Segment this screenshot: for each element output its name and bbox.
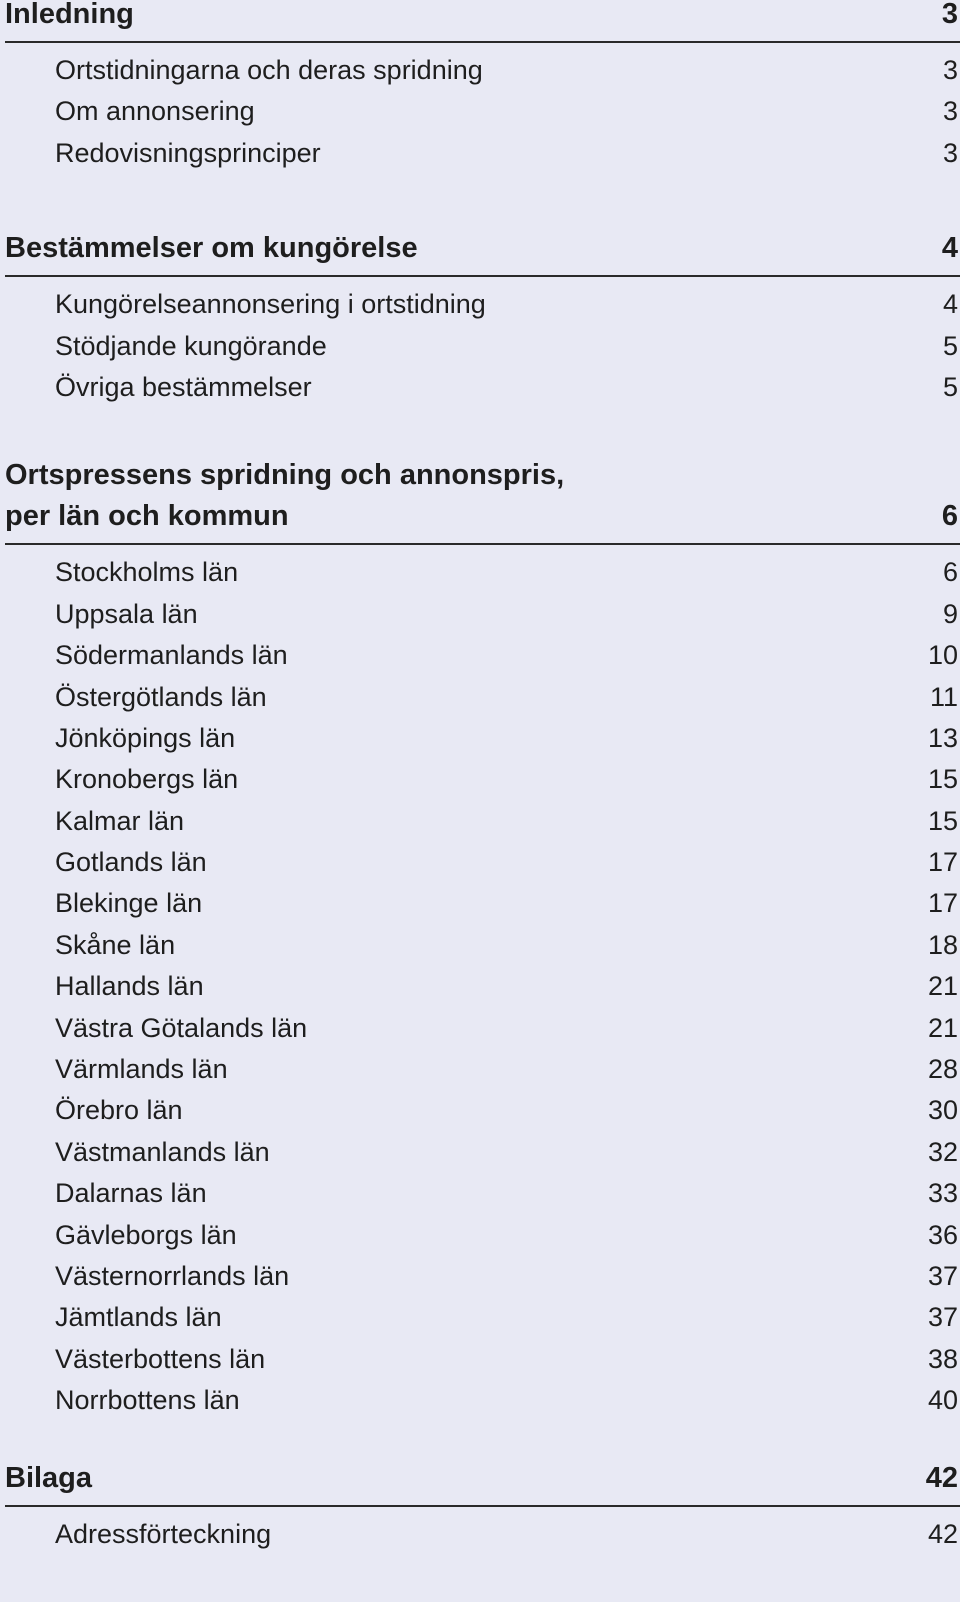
section-heading[interactable] (5, 1458, 960, 1499)
entry-label: Västra Götalands län (55, 1012, 308, 1043)
entry-label: Redovisningsprinciper (55, 137, 321, 168)
section-page-number: 6 (941, 500, 958, 533)
toc-entry[interactable] (5, 1173, 960, 1214)
entry-page-number: 3 (942, 96, 958, 127)
toc-entry[interactable] (5, 326, 960, 367)
entry-page-number: 28 (927, 1054, 958, 1085)
entry-page-number: 21 (927, 971, 958, 1002)
entry-label: Stödjande kungörande (55, 330, 327, 361)
entry-page-number: 10 (927, 640, 958, 671)
toc-entry[interactable] (5, 677, 960, 718)
entry-label: Örebro län (55, 1095, 183, 1126)
toc-entry[interactable] (5, 842, 960, 883)
toc-entry[interactable] (5, 1090, 960, 1131)
toc-entry[interactable] (5, 1297, 960, 1338)
toc-entry[interactable] (5, 883, 960, 924)
entry-page-number: 40 (927, 1385, 958, 1416)
entry-page-number: 33 (927, 1178, 958, 1209)
toc-entry[interactable] (5, 1008, 960, 1049)
entry-label: Västernorrlands län (55, 1260, 290, 1291)
entry-page-number: 37 (927, 1302, 958, 1333)
toc-entry[interactable] (5, 925, 960, 966)
entry-label: Värmlands län (55, 1054, 228, 1085)
entry-label: Övriga bestämmelser (55, 371, 312, 402)
toc-entry[interactable] (5, 133, 960, 174)
entry-page-number: 5 (942, 330, 958, 361)
entry-label: Skåne län (55, 929, 176, 960)
entry-label: Uppsala län (55, 598, 198, 629)
toc-entry[interactable] (5, 1514, 960, 1555)
toc-entry[interactable] (5, 552, 960, 593)
entry-label: Norrbottens län (55, 1385, 240, 1416)
toc-entry[interactable] (5, 284, 960, 325)
toc-section-bilaga (5, 1458, 960, 1555)
entry-label: Södermanlands län (55, 640, 288, 671)
section-title: Ortspressens spridning och annonspris, per län och kommun (5, 459, 565, 533)
entry-label: Gotlands län (55, 847, 207, 878)
entry-label: Västmanlands län (55, 1136, 270, 1167)
section-title: Bestämmelser om kungörelse (5, 232, 418, 265)
entry-label: Kalmar län (55, 805, 185, 836)
entry-page-number: 17 (927, 847, 958, 878)
entry-page-number: 13 (927, 722, 958, 753)
entry-label: Dalarnas län (55, 1178, 207, 1209)
entry-label: Östergötlands län (55, 681, 267, 712)
entry-page-number: 38 (927, 1343, 958, 1374)
toc-entry[interactable] (5, 1215, 960, 1256)
toc-entry[interactable] (5, 1049, 960, 1090)
entry-page-number: 32 (927, 1136, 958, 1167)
section-page-number: 42 (925, 1461, 958, 1494)
section-heading[interactable] (5, 455, 960, 537)
section-heading[interactable] (5, 0, 960, 35)
section-items (5, 277, 960, 408)
entry-page-number: 9 (942, 598, 958, 629)
entry-label: Gävleborgs län (55, 1219, 237, 1250)
toc-entry[interactable] (5, 91, 960, 132)
toc-entry[interactable] (5, 801, 960, 842)
section-page-number: 3 (941, 0, 958, 30)
entry-page-number: 42 (927, 1518, 958, 1549)
entry-label: Kungörelseannonsering i ortstidning (55, 289, 486, 320)
entry-page-number: 18 (927, 929, 958, 960)
section-items (5, 1507, 960, 1555)
table-of-contents (5, 0, 960, 1554)
section-title: Bilaga (5, 1461, 93, 1494)
entry-page-number: 4 (942, 289, 958, 320)
entry-page-number: 17 (927, 888, 958, 919)
entry-page-number: 21 (927, 1012, 958, 1043)
entry-label: Ortstidningarna och deras spridning (55, 55, 483, 85)
section-heading[interactable] (5, 228, 960, 269)
toc-entry[interactable] (5, 1339, 960, 1380)
entry-label: Om annonsering (55, 96, 255, 127)
section-page-number: 4 (941, 232, 958, 265)
entry-label: Adressförteckning (55, 1518, 272, 1549)
toc-entry[interactable] (5, 1256, 960, 1297)
toc-entry[interactable] (5, 1132, 960, 1173)
toc-entry[interactable] (5, 367, 960, 408)
entry-label: Hallands län (55, 971, 204, 1002)
toc-entry[interactable] (5, 966, 960, 1007)
entry-label: Blekinge län (55, 888, 203, 919)
entry-page-number: 15 (927, 805, 958, 836)
entry-page-number: 11 (929, 681, 958, 712)
entry-page-number: 37 (927, 1260, 958, 1291)
toc-entry[interactable] (5, 718, 960, 759)
entry-page-number: 3 (942, 55, 958, 85)
toc-entry[interactable] (5, 635, 960, 676)
entry-label: Kronobergs län (55, 764, 239, 795)
entry-page-number: 5 (942, 371, 958, 402)
entry-page-number: 3 (942, 137, 958, 168)
toc-entry[interactable] (5, 759, 960, 800)
entry-page-number: 30 (927, 1095, 958, 1126)
toc-entry[interactable] (5, 594, 960, 635)
entry-page-number: 36 (927, 1219, 958, 1250)
entry-label: Västerbottens län (55, 1343, 266, 1374)
toc-section-ortspressens-spridning (5, 455, 960, 1421)
toc-section-inledning (5, 0, 960, 174)
toc-entry[interactable] (5, 50, 960, 91)
section-items (5, 545, 960, 1421)
entry-label: Jämtlands län (55, 1302, 222, 1333)
section-title: Inledning (5, 0, 134, 30)
toc-entry[interactable] (5, 1380, 960, 1421)
entry-page-number: 15 (927, 764, 958, 795)
toc-section-bestammelser (5, 228, 960, 408)
entry-label: Stockholms län (55, 557, 239, 588)
entry-page-number: 6 (942, 557, 958, 588)
section-items (5, 43, 960, 174)
entry-label: Jönköpings län (55, 722, 236, 753)
